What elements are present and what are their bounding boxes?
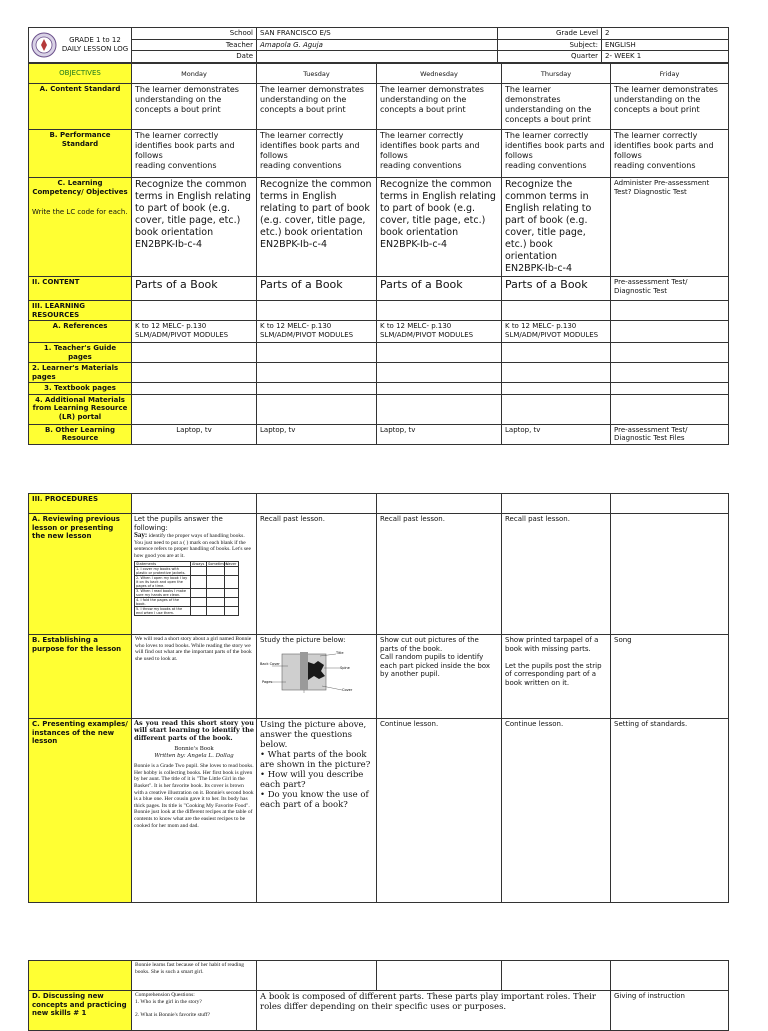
subject-label: Subject:: [498, 39, 602, 51]
performance-standard-thu: The learner correctly identifies book parts and follows reading conventions: [502, 130, 611, 178]
establishing-tue-text: Study the picture below:: [260, 636, 346, 644]
references-label: A. References: [29, 321, 132, 343]
performance-standard-wed: The learner correctly identifies book parts and follows reading conventions: [377, 130, 502, 178]
reviewing-label: A. Reviewing previous lesson or presenting the new lesson: [29, 514, 132, 635]
discussing-mon: Comprehension Questions: 1. Who is the girl in the story? 2. What is Bonnie's favorite stuff?: [132, 991, 257, 1031]
story-author: Written by: Angela L. Dollag: [154, 753, 234, 760]
competency-wed-code: EN2BPK-Ib-c-4: [380, 239, 448, 250]
day-tuesday: Tuesday: [257, 64, 377, 84]
presenting-label: C. Presenting examples/ instances of the new lesson: [29, 719, 132, 903]
presenting-wed: Continue lesson.: [377, 719, 502, 903]
procedures-table-continued: [28, 960, 729, 1031]
checklist-row: 1. I cover my books with plastic or protective jackets.: [135, 567, 191, 576]
reviewing-thu: Recall past lesson.: [502, 514, 611, 635]
deped-seal-icon: [31, 32, 57, 58]
reviewing-mon: [132, 514, 257, 635]
performance-standard-mon: The learner correctly identifies book parts and follows reading conventions: [132, 130, 257, 178]
checklist-header-never: Never: [225, 562, 239, 567]
competency-thu: [502, 178, 611, 277]
day-wednesday: Wednesday: [377, 64, 502, 84]
checklist-header-sometimes: Sometimes: [208, 562, 228, 567]
date-value: [257, 51, 498, 63]
content-standard-tue: The learner demonstrates understanding on the concepts a bout print: [257, 84, 377, 130]
other-resources-thu: Laptop, tv: [502, 424, 611, 444]
discussing-tue: A book is composed of different parts. These parts play important roles. Their roles differ depending on their specific uses or purposes.: [257, 991, 611, 1031]
establishing-thu: Show printed tarpapel of a book with missing parts. Let the pupils post the strip of corresponding part of a book written on it.: [502, 635, 611, 719]
competency-note: Write the LC code for each.: [32, 208, 128, 216]
competency-thu-text: Recognize the common terms in English relating to part of book (e.g. cover, title page, etc.) book orientation: [505, 179, 592, 262]
checklist-header-always: Always: [191, 562, 207, 567]
other-resources-label: B. Other Learning Resource: [29, 424, 132, 444]
content-tue: Parts of a Book: [257, 277, 377, 301]
competency-fri: Administer Pre-assessment Test? Diagnostic Test: [611, 178, 729, 277]
establishing-wed: Show cut out pictures of the parts of the book. Call random pupils to identify each part picked inside the box by another pupil.: [377, 635, 502, 719]
references-thu: K to 12 MELC- p.130 SLM/ADM/PIVOT MODULES: [502, 321, 611, 343]
references-tue: K to 12 MELC- p.130 SLM/ADM/PIVOT MODULES: [257, 321, 377, 343]
content-standard-wed: The learner demonstrates understanding on the concepts a bout print: [377, 84, 502, 130]
establishing-tue: [257, 635, 377, 719]
competency-mon-text: Recognize the common terms in English relating to part of book (e.g. cover, title page, etc.) book orientation: [135, 179, 251, 238]
school-value: SAN FRANCISCO E/S: [257, 28, 498, 40]
lesson-log-table-main: [28, 63, 729, 445]
presenting-tue-intro: Using the picture above, answer the questions below.: [260, 720, 367, 750]
competency-label-cell: [29, 178, 132, 277]
establishing-fri: Song: [611, 635, 729, 719]
additional-materials-label: 4. Additional Materials from Learning Resource (LR) portal: [29, 394, 132, 424]
reviewing-mon-intro: Let the pupils answer the following:: [134, 515, 223, 532]
competency-thu-code: EN2BPK-Ib-c-4: [505, 263, 573, 274]
presenting-fri: Setting of standards.: [611, 719, 729, 903]
presenting-mon: [132, 719, 257, 903]
picture-label-cover: Cover: [342, 687, 353, 692]
reviewing-say-text: identify the proper ways of handling books. You just need to put a ( ) mark on each blank if the sentence refers to proper handling of books. Let's see how good you are at it.: [134, 533, 251, 559]
content-wed: Parts of a Book: [377, 277, 502, 301]
reviewing-tue: Recall past lesson.: [257, 514, 377, 635]
picture-label-title: Title: [336, 650, 344, 655]
presenting-thu: Continue lesson.: [502, 719, 611, 903]
teacher-label: Teacher: [132, 39, 257, 51]
establishing-label: B. Establishing a purpose for the lesson: [29, 635, 132, 719]
presenting-intro: As you read this short story you will start learning to identify the different parts of the book.: [134, 719, 254, 742]
lesson-log-table-top: [28, 27, 729, 63]
textbook-label: 3. Textbook pages: [29, 383, 132, 395]
other-resources-mon: Laptop, tv: [132, 424, 257, 444]
story-title: Bonnie's Book: [174, 746, 214, 753]
day-friday: Friday: [611, 64, 729, 84]
competency-wed: [377, 178, 502, 277]
grade-label: Grade Level: [498, 28, 602, 40]
checklist-row: 5. I throw my books at the end when I use them.: [135, 607, 191, 616]
competency-tue: [257, 178, 377, 277]
picture-label-spine: Spine: [340, 665, 350, 670]
reviewing-say-label: Say:: [134, 531, 148, 539]
resources-label: III. LEARNING RESOURCES: [29, 301, 132, 321]
teachers-guide-label: 1. Teacher's Guide pages: [29, 343, 132, 363]
content-standard-mon: The learner demonstrates understanding on the concepts a bout print: [132, 84, 257, 130]
references-wed: K to 12 MELC- p.130 SLM/ADM/PIVOT MODULES: [377, 321, 502, 343]
quarter-value: 2- WEEK 1: [602, 51, 729, 63]
objectives-header: OBJECTIVES: [29, 64, 132, 84]
picture-label-back-cover: Back Cover: [260, 661, 280, 666]
presenting-tue: [257, 719, 377, 903]
story-text: Bonnie is a Grade Two pupil. She loves to read books. Her hobby is collecting books. Her first book is given by her aunt. The title of it is "The Little Girl in the Basket". It is her favorite book. Its cover is brown with a creative illustration on it. Bonnie's second book is a blue one. Her cousin gave it to her. Its body has thick pages. Its title is "Cooking My Favorite Food". Bonnie just look at the different recipes at the table of contents to know what are the easiest recipes to be cooked for her mom and dad.: [134, 763, 254, 829]
header-logo-cell: [29, 28, 132, 63]
performance-standard-tue: The learner correctly identifies book parts and follows reading conventions: [257, 130, 377, 178]
day-monday: Monday: [132, 64, 257, 84]
school-label: School: [132, 28, 257, 40]
content-fri: Pre-assessment Test/ Diagnostic Test: [611, 277, 729, 301]
establishing-mon: We will read a short story about a girl named Bonnie who loves to read books. While reading the story we will find out what are the important parts of the book she used to look at.: [132, 635, 257, 719]
other-resources-tue: Laptop, tv: [257, 424, 377, 444]
checklist-row: 4. I fold the pages of the book.: [135, 598, 191, 607]
title-line2: DAILY LESSON LOG: [61, 44, 129, 53]
learners-materials-label: 2. Learner's Materials pages: [29, 363, 132, 383]
references-mon: K to 12 MELC- p.130 SLM/ADM/PIVOT MODULES: [132, 321, 257, 343]
content-standard-thu: The learner demonstrates understanding on the concepts a bout print: [502, 84, 611, 130]
checklist-table: [134, 561, 239, 616]
content-label: II. CONTENT: [29, 277, 132, 301]
checklist-row: 2. When I open my book I lay it on its back and open the pages of a time.: [135, 576, 191, 589]
procedures-label: III. PROCEDURES: [29, 494, 132, 514]
content-thu: Parts of a Book: [502, 277, 611, 301]
competency-label: C. Learning Competency/ Objectives: [32, 179, 128, 196]
discussing-label: D. Discussing new concepts and practicing new skills # 1: [29, 991, 132, 1031]
discussing-fri: Giving of instruction: [611, 991, 729, 1031]
checklist-row: 3. When I read books I make sure my hands are clean.: [135, 589, 191, 598]
performance-standard-fri: The learner correctly identifies book parts and follows reading conventions: [611, 130, 729, 178]
other-resources-fri: Pre-assessment Test/ Diagnostic Test Files: [611, 424, 729, 444]
subject-value: ENGLISH: [602, 39, 729, 51]
date-label: Date: [132, 51, 257, 63]
content-mon: Parts of a Book: [132, 277, 257, 301]
day-thursday: Thursday: [502, 64, 611, 84]
competency-mon-code: EN2BPK-Ib-c-4: [135, 239, 203, 250]
competency-tue-code: EN2BPK-Ib-c-4: [260, 239, 328, 250]
grade-value: 2: [602, 28, 729, 40]
other-resources-wed: Laptop, tv: [377, 424, 502, 444]
quarter-label: Quarter: [498, 51, 602, 63]
performance-standard-label: B. Performance Standard: [29, 130, 132, 178]
book-parts-picture: [260, 648, 360, 694]
picture-label-pages: Pages: [262, 679, 273, 684]
title-line1: GRADE 1 to 12: [69, 36, 121, 45]
procedures-table: [28, 493, 729, 903]
content-standard-fri: The learner demonstrates understanding on the concepts a bout print: [611, 84, 729, 130]
presenting-tue-q3: • Do you know the use of each part of a book?: [260, 790, 369, 810]
competency-mon: [132, 178, 257, 277]
competency-wed-text: Recognize the common terms in English relating to part of book (e.g. cover, title page, etc.) book orientation: [380, 179, 496, 238]
story-continued: Bonnie learns fast because of her habit of reading books. She is such a smart girl.: [132, 961, 257, 991]
reviewing-wed: Recall past lesson.: [377, 514, 502, 635]
competency-tue-text: Recognize the common terms in English relating to part of book (e.g. cover, title page, etc.) book orientation: [260, 179, 372, 238]
content-standard-label: A. Content Standard: [29, 84, 132, 130]
teacher-value: Amapola G. Aguja: [257, 39, 498, 51]
presenting-tue-q1: • What parts of the book are shown in the picture?: [260, 750, 371, 770]
presenting-tue-q2: • How will you describe each part?: [260, 770, 364, 790]
checklist-header-statements: Statements: [135, 562, 191, 567]
